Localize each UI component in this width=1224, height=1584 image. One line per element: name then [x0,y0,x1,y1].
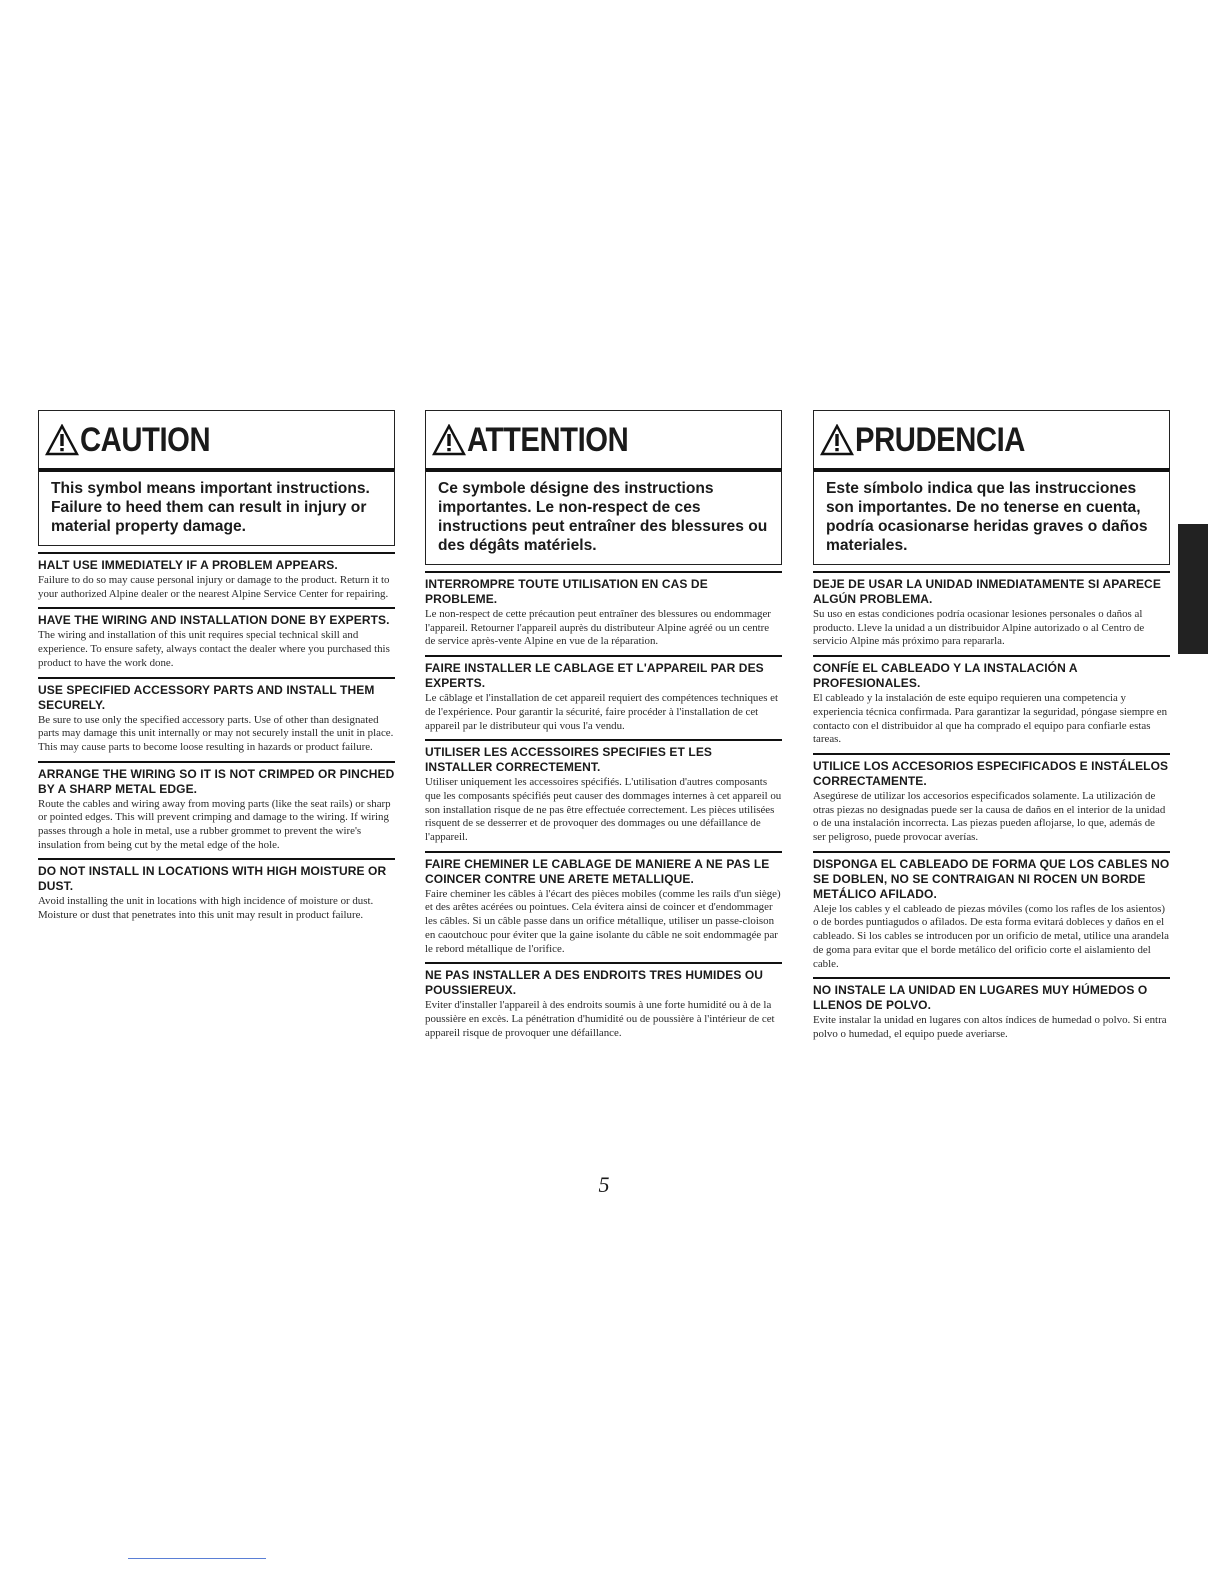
section-title: DISPONGA EL CABLEADO DE FORMA QUE LOS CABLES NO SE DOBLEN, NO SE CONTRAIGAN NI ROCEN UN BORDE METÁLICO AFILADO. [813,856,1170,901]
section-body: Evite instalar la unidad en lugares con altos índices de humedad o polvo. Si entra polvo o humedad, el equipo puede averiarse. [813,1014,1167,1040]
warning-triangle-icon [820,424,854,456]
section-body: Faire cheminer les câbles à l'écart des pièces mobiles (comme les rails d'un siège) et des arêtes acérées ou pointues. Cela évitera ainsi de coincer et d'endommager les câbles. Si un câble passe dans un orifice métallique, utiliser un passe-cloison en caoutchouc pour éviter que la gaine isolante du câble ne soit endommagée par le rebord métallique de l'orifice. [425,887,781,955]
caution-section [38,677,395,755]
caution-heading: CAUTION [80,420,211,459]
attention-section [425,739,782,845]
section-title: DEJE DE USAR LA UNIDAD INMEDIATAMENTE SI APARECE ALGÚN PROBLEMA. [813,577,1161,606]
attention-section [425,851,782,957]
section-body: Asegúrese de utilizar los accesorios especificados solamente. La utilización de otras piezas no designadas puede ser la causa de daños en el interior de la unidad o de una instalación incorrecta. Las piezas pueden aflojarse, lo que, además de ser peligroso, puede provocar averías. [813,789,1166,844]
prudencia-section [813,851,1170,972]
caution-intro: This symbol means important instructions. Failure to heed them can result in injury or material property damage. [38,468,395,546]
attention-section [425,571,782,649]
section-title: UTILICE LOS ACCESORIOS ESPECIFICADOS E INSTÁLELOS CORRECTAMENTE. [813,758,1169,788]
footer-rule [128,1558,266,1559]
caution-section [38,552,395,601]
section-title: CONFÍE EL CABLEADO Y LA INSTALACIÓN A PROFESIONALES. [813,661,1078,691]
section-body: Utiliser uniquement les accessoires spécifiés. L'utilisation d'autres composants que les composants spécifiés peut causer des dommages internes à cet appareil ou son installation risque de ne pas être effectuée correctement. Les pièces utilisées risquent de se desserrer et de provoquer des dommages ou une défaillance de l'appareil. [425,776,782,844]
prudencia-section [813,753,1170,845]
caution-section [38,858,395,922]
section-body: Su uso en estas condiciones podría ocasionar lesiones personales o daños al producto. Lleve la unidad a un distribuidor Alpine autorizado o al Centro de servicio Alpine más próximo para repararla. [813,608,1145,648]
section-body: Eviter d'installer l'appareil à des endroits soumis à une forte humidité ou à de la poussière en excès. La pénétration d'humidité ou de poussière à l'intérieur de cet appareil risque de provoquer une défaillance. [425,999,775,1039]
attention-section [425,655,782,733]
prudencia-heading: PRUDENCIA [855,420,1025,459]
section-body: Route the cables and wiring away from moving parts (like the seat rails) or sharp or pointed edges. This will prevent crimping and damage to the wiring. If wiring passes through a hole in metal, use a rubber grommet to prevent the wire's insulation from being cut by the metal edge of the hole. [38,797,391,851]
section-title: FAIRE INSTALLER LE CABLAGE ET L'APPAREIL PAR DES EXPERTS. [425,661,764,691]
language-side-tab [1178,524,1208,654]
prudencia-intro: Este símbolo indica que las instrucciones son importantes. De no tenerse en cuenta, podría ocasionarse heridas graves o daños materiales. [813,468,1170,565]
section-body: Be sure to use only the specified accessory parts. Use of other than designated parts may damage this unit internally or may not securely install the unit in place. This may cause parts to become loose resulting in hazards or product failure. [38,713,394,753]
section-title: HAVE THE WIRING AND INSTALLATION DONE BY EXPERTS. [38,613,390,628]
section-body: Aleje los cables y el cableado de piezas móviles (como los rafles de los asientos) o de bordes puntiagudos o afilados. De esta forma evitará dobleces y daños en el cableado. Si los cables se introducen por un orificio de metal, utilice una arandela de goma para evitar que el borde metálico del orificio corte el aislamiento del cable. [813,902,1169,970]
section-body: The wiring and installation of this unit requires special technical skill and experience. To ensure safety, always contact the dealer where you purchased this product to have the work done. [38,629,390,669]
attention-heading: ATTENTION [467,420,629,459]
section-body: El cableado y la instalación de este equipo requieren una competencia y experiencia técnica confirmada. Para garantizar la seguridad, póngase siempre en contacto con el distribuidor al que ha comprado el equipo para confiarle estas tareas. [813,692,1168,746]
section-body: Failure to do so may cause personal injury or damage to the product. Return it to your authorized Alpine dealer or the nearest Alpine Service Center for repairing. [38,574,390,600]
caution-column-english [38,410,395,923]
attention-section [425,962,782,1040]
prudencia-section [813,571,1170,649]
page-number: 5 [598,1172,610,1197]
section-title: DO NOT INSTALL IN LOCATIONS WITH HIGH MOISTURE OR DUST. [38,864,387,894]
caution-section [38,761,395,853]
section-title: UTILISER LES ACCESSOIRES SPECIFIES ET LES INSTALLER CORRECTEMENT. [425,745,713,775]
warning-triangle-icon [432,424,466,456]
section-title: NO INSTALE LA UNIDAD EN LUGARES MUY HÚMEDOS O LLENOS DE POLVO. [813,983,1148,1013]
section-title: USE SPECIFIED ACCESSORY PARTS AND INSTALL THEM SECURELY. [38,682,375,712]
section-title: FAIRE CHEMINER LE CABLAGE DE MANIERE A NE PAS LE COINCER CONTRE UNE ARETE METALLIQUE. [425,856,770,886]
section-title: HALT USE IMMEDIATELY IF A PROBLEM APPEARS. [38,558,338,572]
prudencia-section [813,977,1170,1041]
section-title: INTERROMPRE TOUTE UTILISATION EN CAS DE PROBLEME. [425,577,708,606]
section-body: Avoid installing the unit in locations with high incidence of moisture or dust. Moisture or dust that penetrates into this unit may result in product failure. [38,895,374,922]
prudencia-column-spanish [813,410,1170,1042]
caution-header [38,410,395,468]
attention-header [425,410,782,468]
section-body: Le non-respect de cette précaution peut entraîner des blessures ou endommager l'appareil. Retourner l'appareil auprès du distributeur Alpine agréé ou un centre de service après-vente Alpine en vue de la réparation. [425,608,771,648]
section-body: Le câblage et l'installation de cet appareil requiert des compétences techniques et de l'expérience. Pour garantir la sécurité, faire procéder à l'installation de cet appareil par le distributeur qui vous l'a vendu. [425,692,779,732]
section-title: ARRANGE THE WIRING SO IT IS NOT CRIMPED OR PINCHED BY A SHARP METAL EDGE. [38,766,395,796]
attention-column-french [425,410,782,1040]
attention-intro: Ce symbole désigne des instructions importantes. Le non-respect de ces instructions peut entraîner des blessures ou des dégâts matériels. [425,468,782,565]
prudencia-header [813,410,1170,468]
warning-triangle-icon [45,424,79,456]
section-title: NE PAS INSTALLER A DES ENDROITS TRES HUMIDES OU POUSSIEREUX. [425,968,764,998]
caution-section [38,607,395,670]
prudencia-section [813,655,1170,747]
